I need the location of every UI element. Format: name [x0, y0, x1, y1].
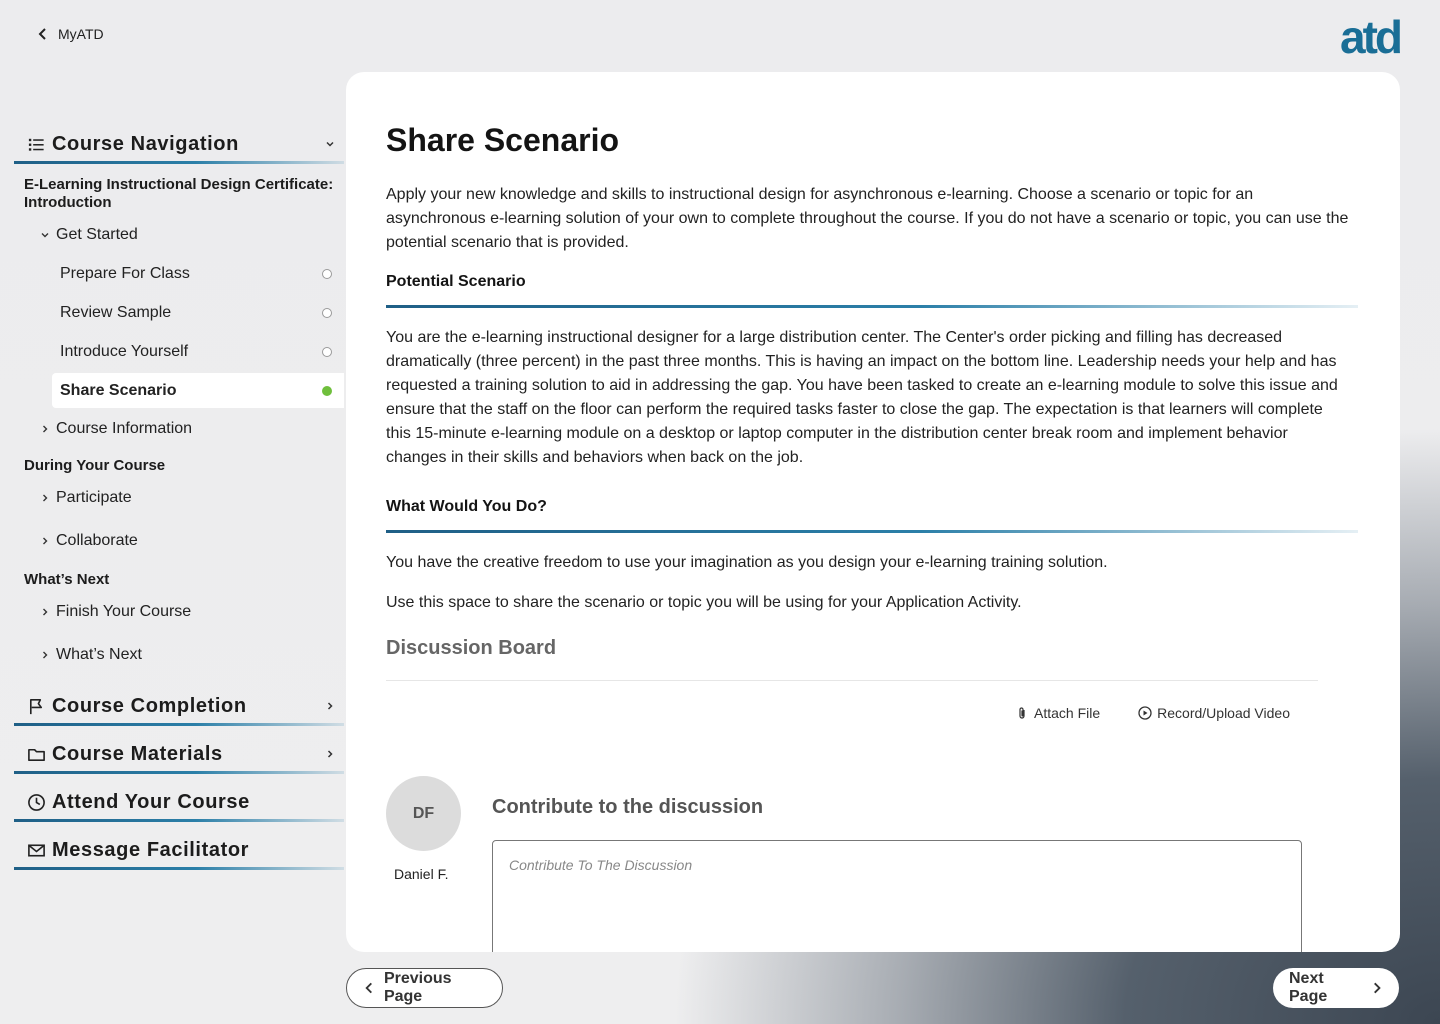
potential-scenario-heading: Potential Scenario: [386, 273, 526, 290]
record-video-label: Record/Upload Video: [1157, 705, 1290, 721]
status-dot: [322, 308, 332, 318]
attach-file-button[interactable]: [1015, 705, 1100, 721]
sidebar-group-participate[interactable]: [14, 487, 344, 509]
sidebar-item-review-sample[interactable]: [52, 295, 344, 330]
what-text-1: You have the creative freedom to use your imagination as you design your e-learning training solution.: [386, 554, 1108, 571]
back-link-label: MyATD: [58, 26, 104, 42]
clock-icon: [26, 792, 46, 812]
section-during-your-course: During Your Course: [24, 457, 166, 474]
back-to-myatd-link[interactable]: [36, 26, 104, 42]
potential-scenario-text: You are the e-learning instructional designer for a large distribution center. The Center's order picking and filling has decreased dramatically (three percent) in the past three months. This is having an impact on the bottom line. Leadership needs your help and has requested a training solution to aid in addressing the gap. You have been tasked to create an e-learning module to solve this issue and ensure that the staff on the floor can perform the required tasks faster to close the gap. The expectation is that learners will complete this 15-minute e-learning module on a desktop or laptop computer in the distribution center break room and implement behavior changes in their skills and behaviors when back on the job.: [386, 329, 1338, 466]
item-label: Review Sample: [60, 303, 172, 321]
sidebar-group-course-information[interactable]: [14, 418, 344, 440]
chevron-right-icon: [324, 700, 336, 712]
next-page-label: Next Page: [1289, 970, 1328, 1005]
section-whats-next: What’s Next: [24, 571, 110, 588]
paperclip-icon: [1015, 706, 1029, 720]
folder-icon: [26, 744, 46, 764]
chevron-down-icon: [324, 138, 336, 150]
course-navigation-toggle[interactable]: [14, 126, 344, 162]
message-facilitator-title: Message Facilitator: [52, 838, 250, 861]
what-text-2: Use this space to share the scenario or topic you will be using for your Application Activity.: [386, 594, 1022, 611]
sidebar-group-whats-next[interactable]: [14, 644, 344, 666]
group-label: What’s Next: [56, 646, 142, 663]
chevron-left-icon: [363, 981, 376, 995]
next-page-button[interactable]: [1273, 968, 1399, 1008]
divider: [386, 530, 1358, 533]
chevron-right-icon: [40, 536, 50, 546]
discussion-actions: [386, 705, 1290, 721]
previous-page-label: Previous Page: [383, 970, 452, 1005]
chevron-right-icon: [324, 748, 336, 760]
status-dot: [322, 269, 332, 279]
contribute-heading: Contribute to the discussion: [492, 796, 764, 818]
page-title: Share Scenario: [386, 122, 619, 158]
course-title: E-Learning Instructional Design Certificate: Introduction: [24, 176, 334, 211]
group-label: Finish Your Course: [56, 603, 192, 620]
chevron-right-icon: [40, 424, 50, 434]
atd-logo[interactable]: atd: [1340, 11, 1400, 63]
course-materials-toggle[interactable]: [14, 736, 344, 772]
flag-icon: [26, 696, 46, 716]
sidebar-group-finish-your-course[interactable]: [14, 601, 344, 623]
item-label: Introduce Yourself: [60, 342, 189, 360]
chevron-down-icon: [40, 230, 50, 240]
course-completion-title: Course Completion: [52, 694, 247, 717]
user-name: Daniel F.: [394, 866, 449, 882]
envelope-icon: [26, 840, 46, 860]
group-label: Course Information: [56, 420, 193, 437]
discussion-board-heading: Discussion Board: [386, 637, 557, 659]
attend-your-course-title: Attend Your Course: [52, 790, 250, 813]
previous-page-button[interactable]: [346, 968, 503, 1008]
group-label: Participate: [56, 489, 132, 506]
chevron-right-icon: [1370, 981, 1383, 995]
attend-your-course-link[interactable]: [14, 784, 344, 820]
what-would-you-do-heading: What Would You Do?: [386, 498, 547, 515]
list-icon: [26, 134, 46, 154]
avatar: DF: [386, 776, 461, 851]
intro-text: Apply your new knowledge and skills to instructional design for asynchronous e-learning. Choose a scenario or topic for an asynchronous e-learning solution of your own to complete throughout the course. If you do not have a scenario or topic, you can use the potential scenario that is provided.: [386, 186, 1349, 251]
sidebar-group-get-started[interactable]: [14, 224, 344, 246]
group-label: Collaborate: [56, 532, 138, 549]
contribute-textarea[interactable]: Contribute To The Discussion: [492, 840, 1302, 952]
chevron-right-icon: [40, 650, 50, 660]
course-completion-toggle[interactable]: [14, 688, 344, 724]
message-facilitator-link[interactable]: [14, 832, 344, 868]
status-dot-active: [322, 386, 332, 396]
sidebar-item-share-scenario[interactable]: [52, 373, 344, 408]
divider: [386, 680, 1318, 681]
course-materials-title: Course Materials: [52, 742, 223, 765]
chevron-right-icon: [40, 493, 50, 503]
chevron-left-icon: [36, 27, 50, 41]
sidebar-group-collaborate[interactable]: [14, 530, 344, 552]
attach-file-label: Attach File: [1034, 705, 1101, 721]
play-circle-icon: [1138, 706, 1152, 720]
item-label: Prepare For Class: [60, 264, 190, 282]
content-card: [346, 72, 1400, 952]
item-label: Share Scenario: [60, 381, 177, 399]
sidebar-item-prepare-for-class[interactable]: [52, 256, 344, 291]
group-label: Get Started: [56, 226, 138, 243]
sidebar-item-introduce-yourself[interactable]: [52, 334, 344, 369]
course-navigation-title: Course Navigation: [52, 132, 239, 155]
sidebar: [14, 126, 344, 868]
record-upload-video-button[interactable]: [1138, 705, 1290, 721]
status-dot: [322, 347, 332, 357]
chevron-right-icon: [40, 607, 50, 617]
divider: [386, 305, 1358, 308]
